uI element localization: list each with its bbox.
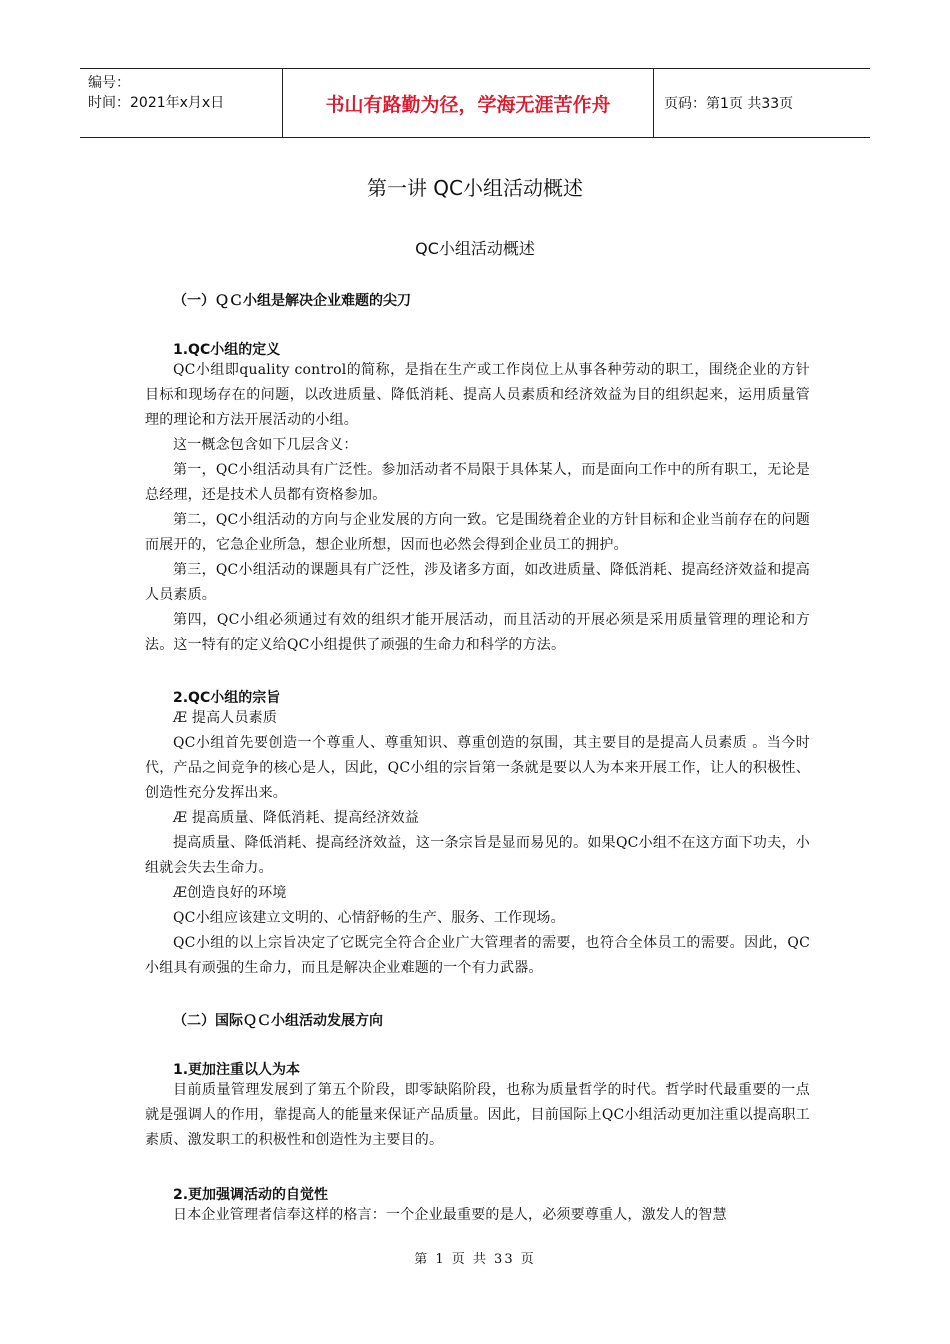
header-motto: 书山有路勤为径，学海无涯苦作舟 <box>282 69 654 137</box>
paragraph: 提高质量、降低消耗、提高经济效益，这一条宗旨是显而易见的。如果QC小组不在这方面下功夫，小组就会失去生命力。 <box>145 835 810 876</box>
header-table <box>80 68 870 138</box>
section-heading-2: （二）国际ＱＣ小组活动发展方向 <box>173 1013 383 1029</box>
page-footer: 第 1 页 共 33 页 <box>414 1252 536 1267</box>
page-subtitle: QC小组活动概述 <box>415 239 535 258</box>
subsection-heading: 1.QC小组的定义 <box>173 342 281 358</box>
paragraph: QC小组即quality control的简称，是指在生产或工作岗位上从事各种劳动的职工，围绕企业的方针目标和现场存在的问题，以改进质量、降低消耗、提高人员素质和经济效益为目的组织起来，运用质量管理的理论和方法开展活动的小组。 <box>145 362 810 428</box>
paragraph: 第三，QC小组活动的课题具有广泛性，涉及诸多方面，如改进质量、降低消耗、提高经济效益和提高人员素质。 <box>145 562 810 603</box>
paragraph: QC小组应该建立文明的、心情舒畅的生产、服务、工作现场。 <box>173 910 565 926</box>
page-title: 第一讲 QC小组活动概述 <box>366 176 584 200</box>
subsection-heading: 2.更加强调活动的自觉性 <box>173 1187 329 1203</box>
bullet-item: Æ 提高人员素质 <box>173 710 278 726</box>
header-meta <box>80 69 282 137</box>
paragraph: QC小组的以上宗旨决定了它既完全符合企业广大管理者的需要，也符合全体员工的需要。因此，QC小组具有顽强的生命力，而且是解决企业难题的一个有力武器。 <box>145 935 810 976</box>
bullet-item: Æ 提高质量、降低消耗、提高经济效益 <box>173 810 420 826</box>
subsection-heading: 2.QC小组的宗旨 <box>173 690 281 706</box>
paragraph: 第一，QC小组活动具有广泛性。参加活动者不局限于具体某人，而是面向工作中的所有职工，无论是总经理，还是技术人员都有资格参加。 <box>145 462 810 503</box>
paragraph: 第四，QC小组必须通过有效的组织才能开展活动，而且活动的开展必须是采用质量管理的理论和方法。这一特有的定义给QC小组提供了顽强的生命力和科学的方法。 <box>145 612 810 653</box>
paragraph: 目前质量管理发展到了第五个阶段，即零缺陷阶段，也称为质量哲学的时代。哲学时代最重要的一点就是强调人的作用，靠提高人的能量来保证产品质量。因此，目前国际上QC小组活动更加注重以提高职工素质、激发职工的积极性和创造性为主要目的。 <box>145 1082 810 1148</box>
bullet-item: Æ创造良好的环境 <box>173 885 287 901</box>
header-page-info: 页码：第1页 共33页 <box>664 96 794 112</box>
number-label: 编号： <box>88 75 130 91</box>
section-heading-1: （一）ＱＣ小组是解决企业难题的尖刀 <box>173 293 411 309</box>
subsection-heading: 1.更加注重以人为本 <box>173 1062 301 1078</box>
time-label: 时间：2021年x月x日 <box>88 95 225 111</box>
paragraph: 日本企业管理者信奉这样的格言：一个企业最重要的是人，必须要尊重人，激发人的智慧 <box>173 1207 727 1223</box>
paragraph: QC小组首先要创造一个尊重人、尊重知识、尊重创造的氛围，其主要目的是提高人员素质 。当今时代，产品之间竞争的核心是人，因此，QC小组的宗旨第一条就是要以人为本来开展工作，让人的积极性、创造性充分发挥出来。 <box>145 735 810 801</box>
paragraph: 这一概念包含如下几层含义： <box>173 437 358 453</box>
paragraph: 第二，QC小组活动的方向与企业发展的方向一致。它是围绕着企业的方针目标和企业当前存在的问题而展开的，它急企业所急，想企业所想，因而也必然会得到企业员工的拥护。 <box>145 512 810 553</box>
